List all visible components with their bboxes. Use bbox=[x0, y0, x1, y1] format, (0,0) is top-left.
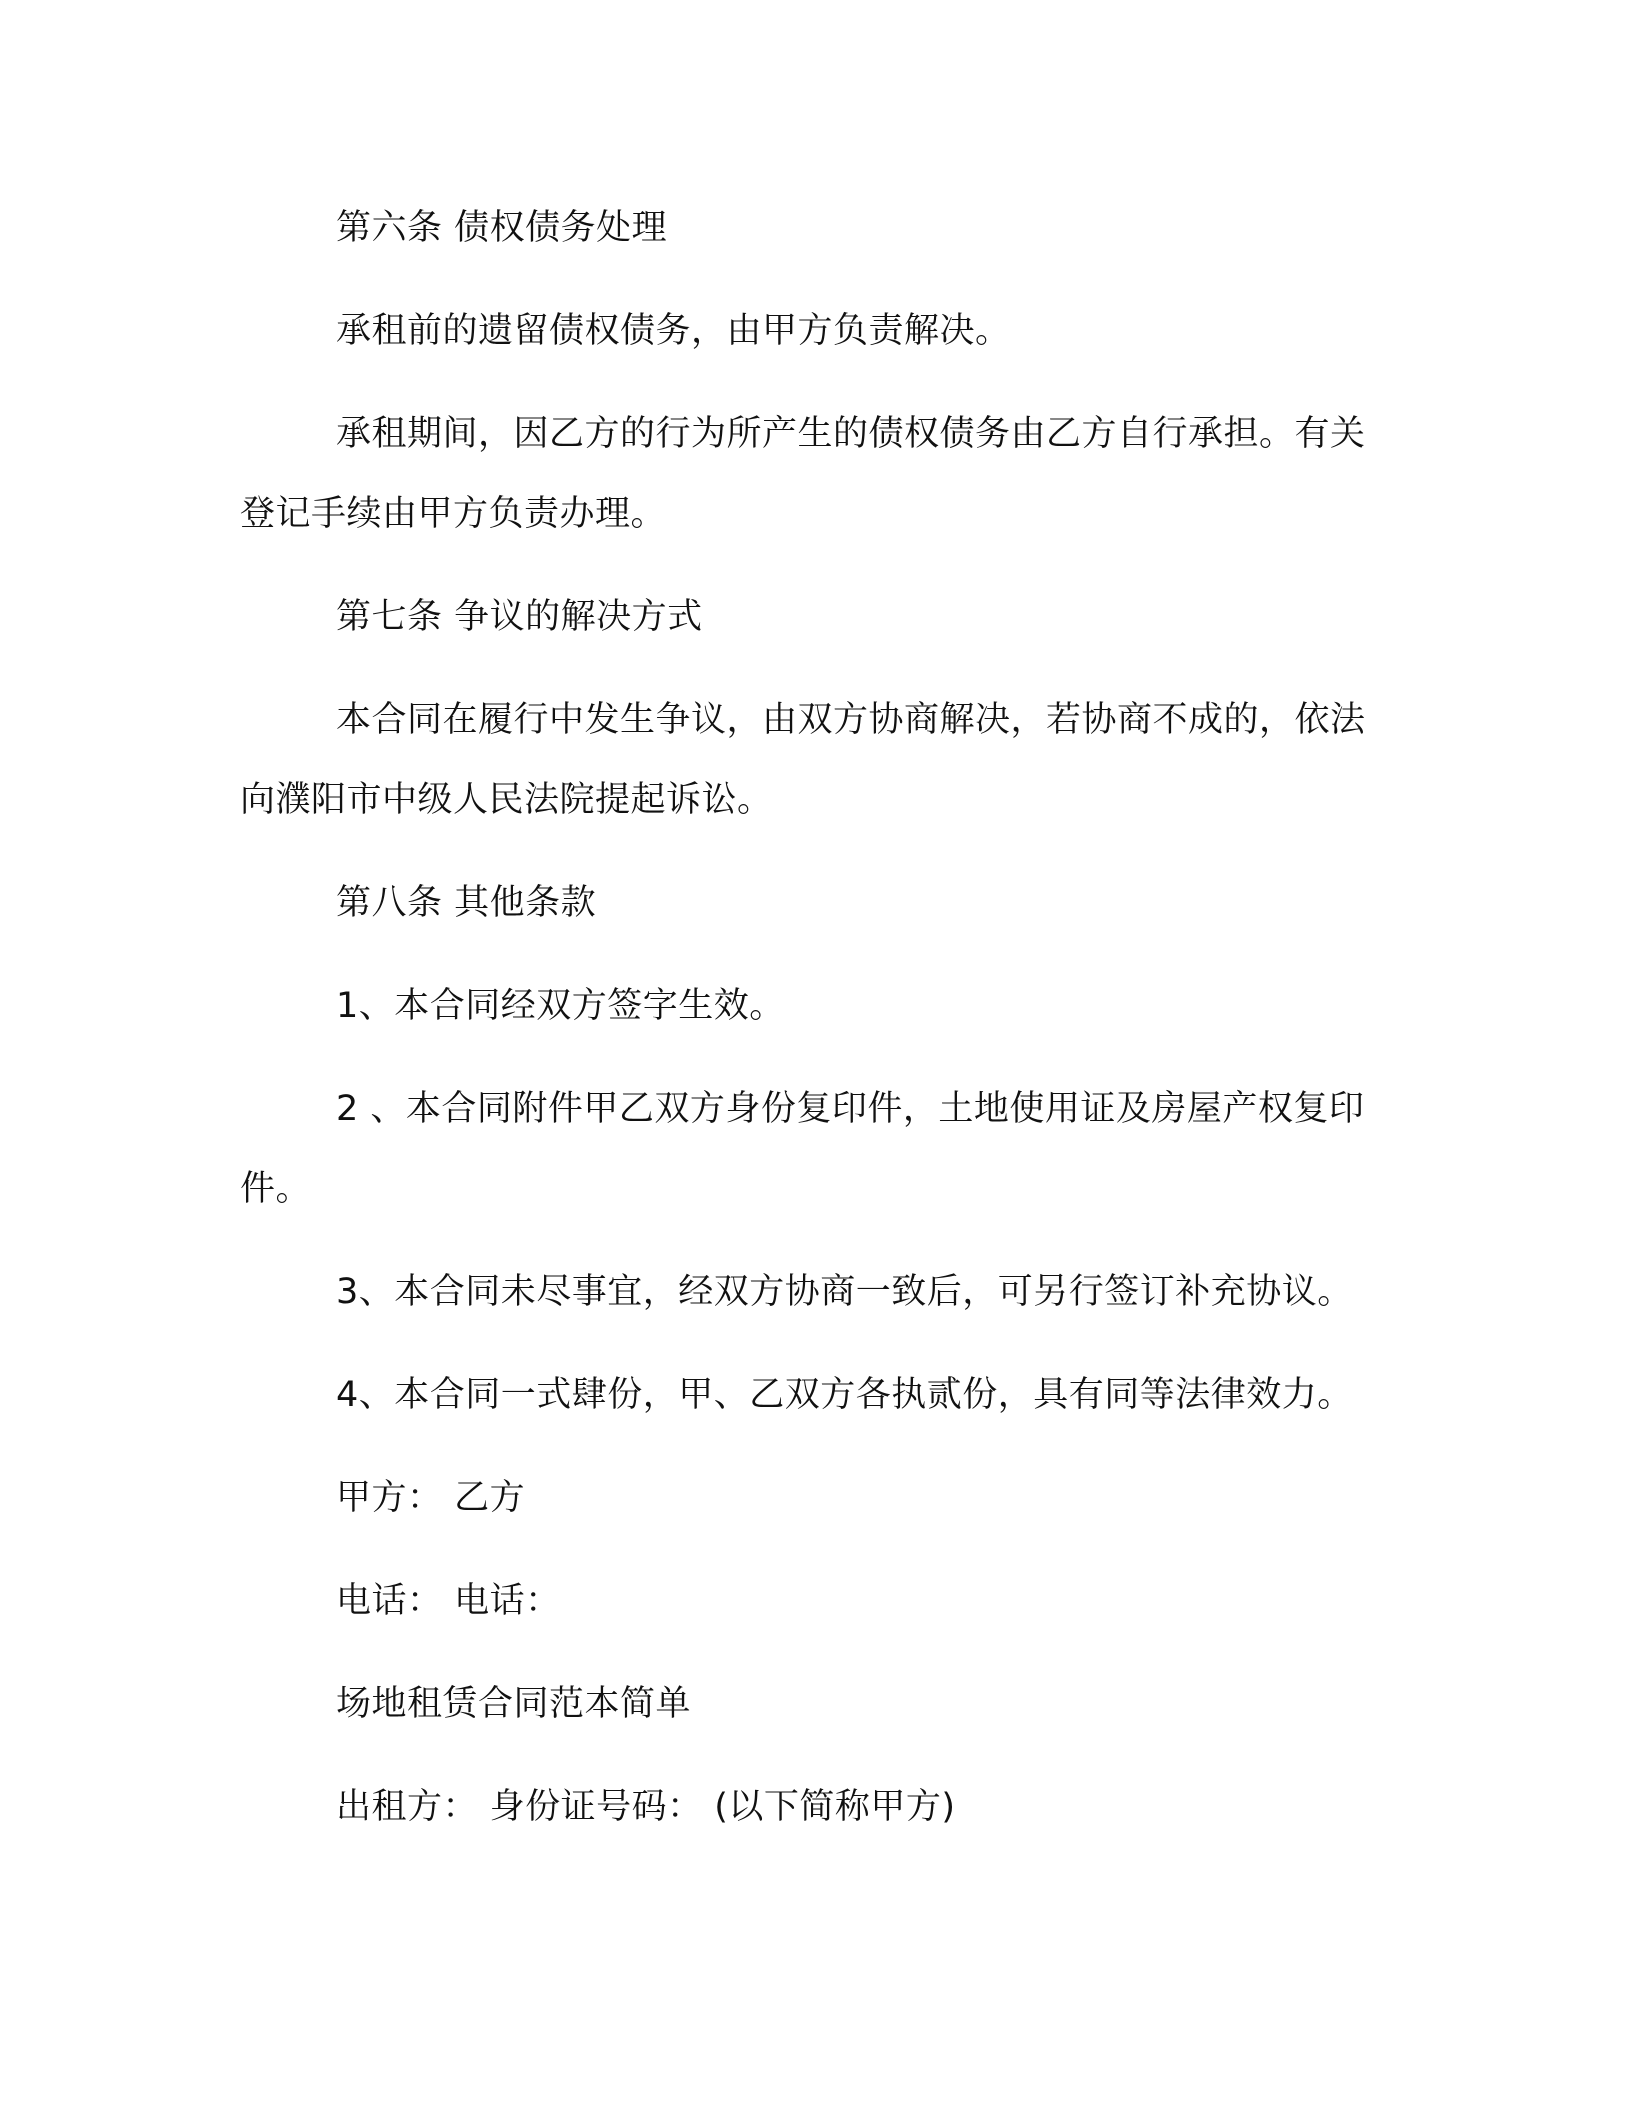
next-contract-title: 场地租赁合同范本简单 bbox=[336, 1684, 692, 1724]
lessor-info-line: 出租方： 身份证号码： (以下简称甲方) bbox=[336, 1787, 956, 1827]
article-8-item-2: 2 、本合同附件甲乙双方身份复印件，土地使用证及房屋产权复印件。 bbox=[240, 1089, 1365, 1209]
article-6-clause-1: 承租前的遗留债权债务，由甲方负责解决。 bbox=[336, 311, 1011, 351]
signature-phone-line: 电话： 电话： bbox=[336, 1581, 561, 1621]
article-8-item-3: 3、本合同未尽事宜，经双方协商一致后，可另行签订补充协议。 bbox=[336, 1272, 1353, 1312]
document-body bbox=[240, 188, 1390, 1870]
article-8-item-4: 4、本合同一式肆份，甲、乙双方各执贰份，具有同等法律效力。 bbox=[336, 1375, 1353, 1415]
signature-parties-line: 甲方： 乙方 bbox=[336, 1478, 526, 1518]
article-6-heading: 第六条 债权债务处理 bbox=[336, 208, 668, 248]
article-6-clause-2: 承租期间，因乙方的行为所产生的债权债务由乙方自行承担。有关登记手续由甲方负责办理。 bbox=[240, 414, 1366, 534]
article-8-heading: 第八条 其他条款 bbox=[336, 883, 597, 923]
article-7-clause: 本合同在履行中发生争议，由双方协商解决，若协商不成的，依法向濮阳市中级人民法院提起诉讼。 bbox=[240, 700, 1366, 820]
article-8-item-1: 1、本合同经双方签字生效。 bbox=[336, 986, 785, 1026]
article-7-heading: 第七条 争议的解决方式 bbox=[336, 597, 703, 637]
